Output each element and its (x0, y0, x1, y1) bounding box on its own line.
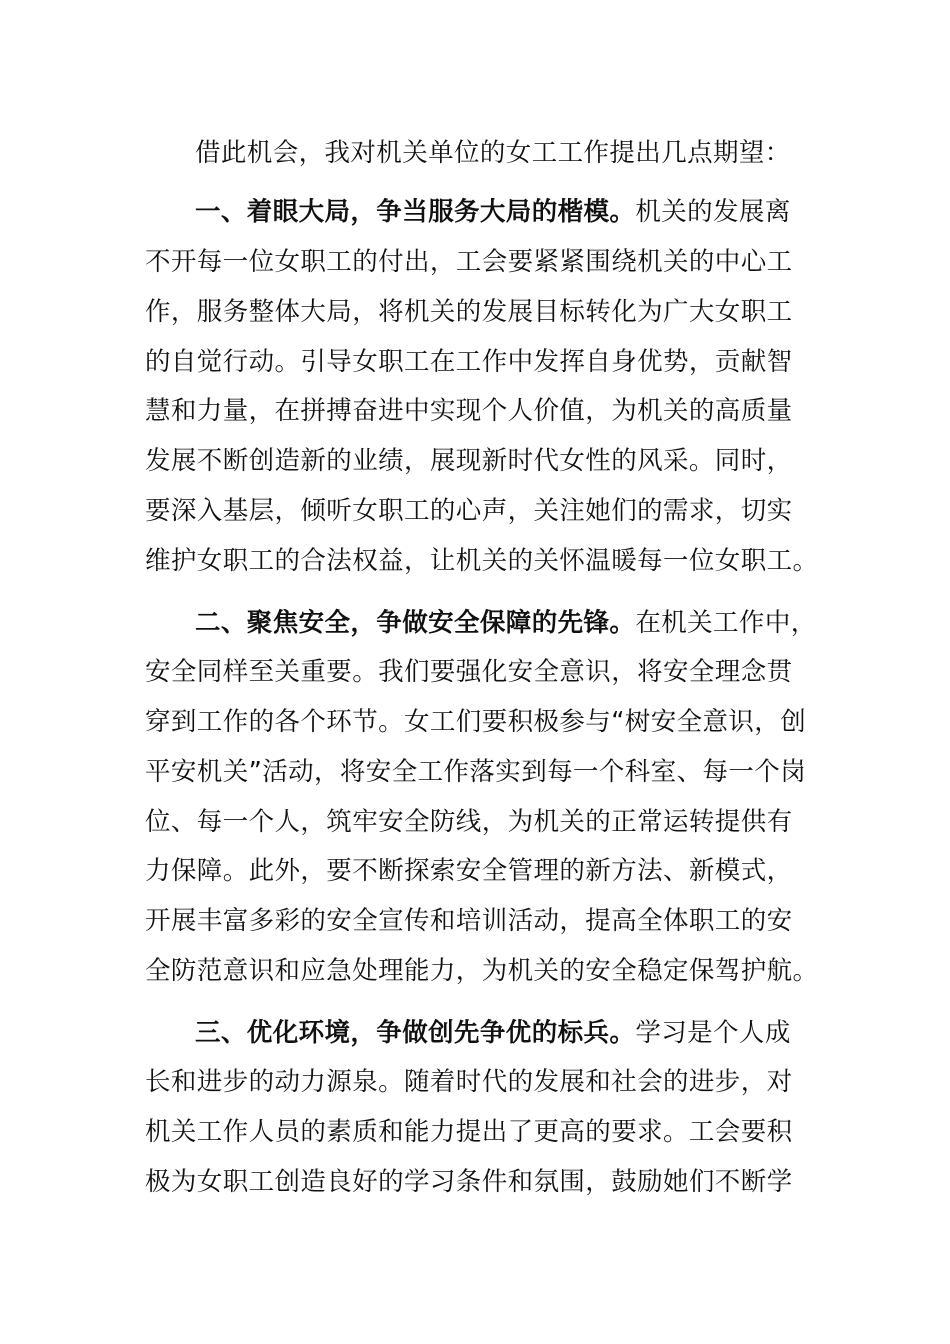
section3-text: 学习是个人成 (635, 1018, 791, 1048)
section2-line: 安全同样至关重要。我们要强化安全意识，将安全理念贯 (145, 657, 793, 687)
section2-line: 位、每一个人，筑牢安全防线，为机关的正常运转提供有 (145, 807, 793, 837)
section3-line: 长和进步的动力源泉。随着时代的发展和社会的进步，对 (145, 1067, 793, 1097)
section1-line: 作，服务整体大局，将机关的发展目标转化为广大女职工 (145, 297, 793, 327)
section2-line: 力保障。此外，要不断探索安全管理的新方法、新模式， (145, 856, 793, 886)
section1-line: 发展不断创造新的业绩，展现新时代女性的风采。同时， (145, 446, 793, 476)
section2-first-line (195, 603, 817, 643)
section1-line: 的自觉行动。引导女职工在工作中发挥自身优势，贡献智 (145, 347, 793, 377)
section1-first-line (195, 192, 791, 232)
section1-line: 要深入基层，倾听女职工的心声，关注她们的需求，切实 (145, 496, 793, 526)
section1-heading: 一、着眼大局，争当服务大局的楷模。 (195, 197, 636, 227)
section1-line: 慧和力量，在拼搏奋进中实现个人价值，为机关的高质量 (145, 396, 793, 426)
section2-text: 在机关工作中， (635, 608, 817, 638)
section1-text: 机关的发展离 (635, 197, 791, 227)
section2-line: 穿到工作的各个环节。女工们要积极参与“树安全意识，创 (145, 707, 807, 737)
section3-first-line (195, 1013, 791, 1053)
section1-line: 不开每一位女职工的付出，工会要紧紧围绕机关的中心工 (145, 247, 793, 277)
section3-heading: 三、优化环境，争做创先争优的标兵。 (195, 1018, 636, 1048)
section2-line: 平安机关”活动，将安全工作落实到每一个科室、每一个岗 (145, 757, 807, 787)
section1-line: 维护女职工的合法权益，让机关的关怀温暖每一位女职工。 (145, 546, 819, 576)
section2-heading: 二、聚焦安全，争做安全保障的先锋。 (195, 608, 636, 638)
section3-line: 机关工作人员的素质和能力提出了更高的要求。工会要积 (145, 1117, 793, 1147)
intro-paragraph: 借此机会，我对机关单位的女工工作提出几点期望： (195, 138, 791, 168)
section3-line: 极为女职工创造良好的学习条件和氛围，鼓励她们不断学 (145, 1167, 793, 1197)
section2-line: 开展丰富多彩的安全宣传和培训活动，提高全体职工的安 (145, 906, 793, 936)
section2-line: 全防范意识和应急处理能力，为机关的安全稳定保驾护航。 (145, 956, 819, 986)
